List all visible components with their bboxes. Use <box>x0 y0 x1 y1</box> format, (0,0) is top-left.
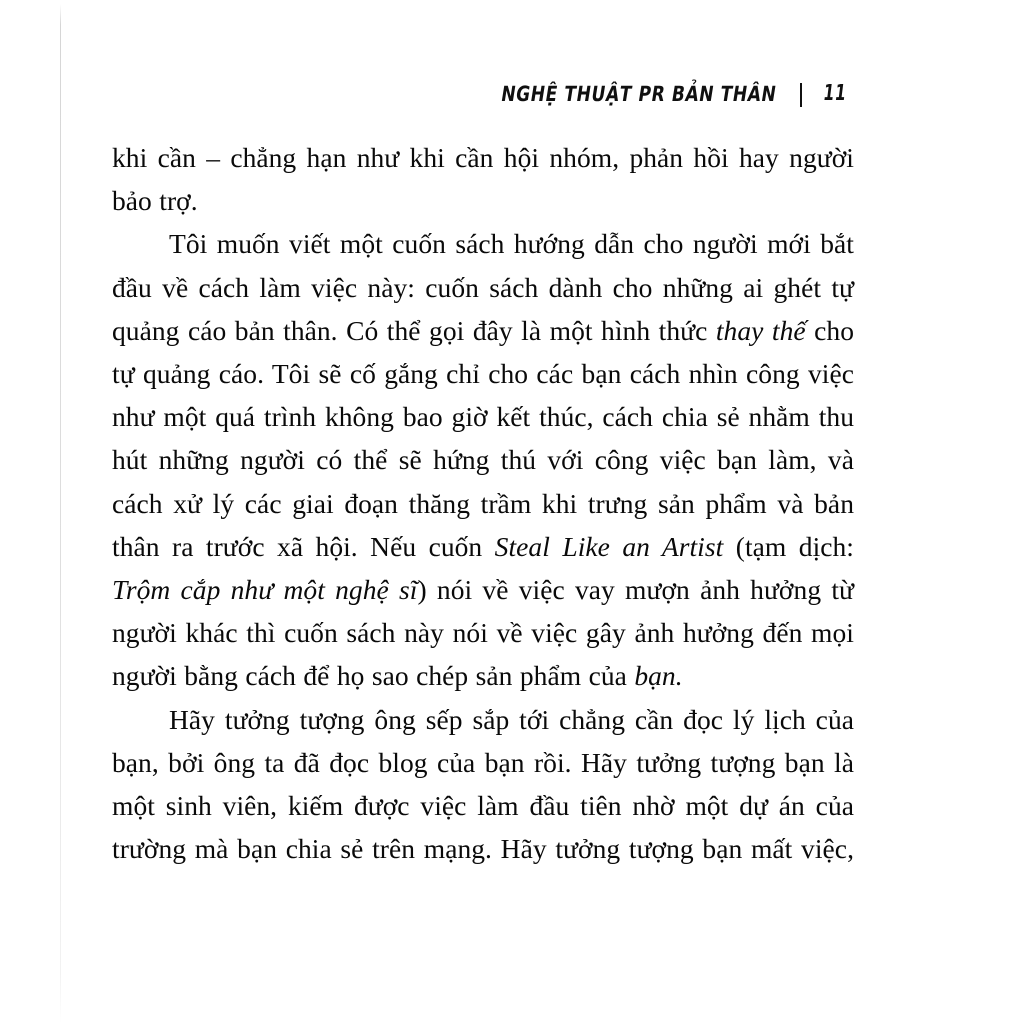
emphasis-text: thay thế <box>715 314 806 346</box>
body-text: Hãy tưởng tượng ông sếp sắp tới chẳng cần đọc lý lịch của bạn, bởi ông ta đã đọc blog của bạn rồi. Hãy tưởng tượng bạn là một sinh viên, kiếm được việc làm đầu tiên nhờ một dự án của trường mà bạn chia sẻ trên mạng. Hãy tưởng tượng bạn mất việc, <box>112 703 854 865</box>
body-text: ) nói về việc vay mượn ảnh hưởng từ người khác thì cuốn sách này nói về việc gây ảnh hưởng đến mọi người bằng cách để họ sao chép sản phẩm của <box>112 574 854 692</box>
paragraph-para-2 <box>112 222 854 697</box>
emphasis-text: bạn. <box>634 660 683 692</box>
body-text: Tôi muốn viết một cuốn sách hướng dẫn cho người mới bắt đầu về cách làm việc này: cuốn sách dành cho những ai ghét tự quảng cáo bản thân. Có thể gọi đây là một hình thức <box>112 228 854 346</box>
page-number: 11 <box>822 81 849 106</box>
body-text: (tạm dịch: <box>723 530 855 562</box>
body-text-block <box>112 136 854 914</box>
body-text: cho tự quảng cáo. Tôi sẽ cố gắng chỉ cho các bạn cách nhìn công việc như một quá trình không bao giờ kết thúc, cách chia sẻ nhằm thu hút những người có thể sẽ hứng thú với công việc bạn làm, và cách xử lý các giai đoạn thăng trầm khi trưng sản phẩm và bản thân ra trước xã hội. Nếu cuốn <box>112 314 855 562</box>
paragraph-para-3 <box>112 698 854 914</box>
running-head-title: NGHỆ THUẬT PR BẢN THÂN <box>499 81 779 106</box>
body-text: khi cần – chẳng hạn như khi cần hội nhóm, phản hồi hay người bảo trợ. <box>112 142 854 217</box>
paragraph-para-1 <box>112 136 854 222</box>
running-head-separator-icon <box>800 83 802 107</box>
emphasis-text: Trộm cắp như một nghệ sĩ <box>112 574 418 606</box>
emphasis-text: Steal Like an Artist <box>494 530 724 562</box>
running-head <box>112 72 852 116</box>
